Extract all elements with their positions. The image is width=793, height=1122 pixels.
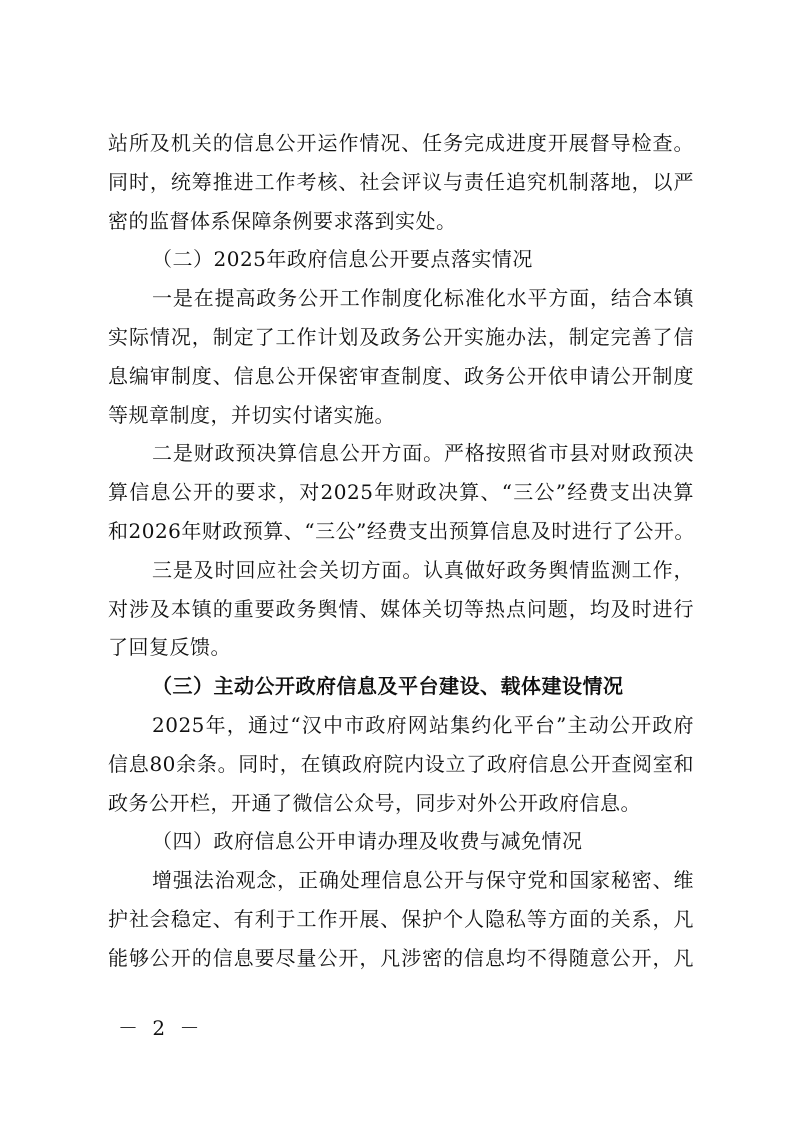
paragraph-line: 二是财政预决算信息公开方面。严格按照省市县对财政预决 [152,441,694,466]
paragraph-line: 一是在提高政务公开工作制度化标准化水平方面，结合本镇 [152,286,694,311]
paragraph-line: 2025年，通过“汉中市政府网站集约化平台”主动公开政府 [152,712,694,737]
paragraph-line: 站所及机关的信息公开运作情况、任务完成进度开展督导检查。 [108,131,694,155]
paragraph-line: 政务公开栏，开通了微信公众号，同步对外公开政府信息。 [108,790,641,815]
section-heading-2: （二）2025年政府信息公开要点落实情况 [152,247,533,272]
section-heading-3: （三）主动公开政府信息及平台建设、载体建设情况 [152,674,624,699]
section-heading-4: （四）政府信息公开申请办理及收费与减免情况 [152,829,583,854]
paragraph-line: 实际情况，制定了工作计划及政务公开实施办法，制定完善了信 [108,324,694,349]
paragraph-line: 密的监督体系保障条例要求落到实处。 [108,208,457,233]
paragraph-line: 同时，统筹推进工作考核、社会评议与责任追究机制落地，以严 [108,169,694,194]
paragraph-line: 信息80余条。同时，在镇政府院内设立了政府信息公开查阅室和 [108,751,694,776]
paragraph-line: 和2026年财政预算、“三公”经费支出预算信息及时进行了公开。 [108,518,695,543]
page-number: － 2 － [118,1016,204,1040]
paragraph-line: 算信息公开的要求，对2025年财政决算、“三公”经费支出决算 [108,480,694,505]
paragraph-line: 增强法治观念，正确处理信息公开与保守党和国家秘密、维 [152,868,694,893]
paragraph-line: 三是及时回应社会关切方面。认真做好政务舆情监测工作， [152,557,694,582]
paragraph-line: 等规章制度，并切实付诸实施。 [108,402,395,427]
paragraph-line: 护社会稳定、有利于工作开展、保护个人隐私等方面的关系，凡 [108,906,694,931]
paragraph-line: 能够公开的信息要尽量公开，凡涉密的信息均不得随意公开，凡 [108,945,694,970]
paragraph-line: 对涉及本镇的重要政务舆情、媒体关切等热点问题，均及时进行 [108,596,694,621]
paragraph-line: 息编审制度、信息公开保密审查制度、政务公开依申请公开制度 [108,363,694,388]
body-text [108,124,694,978]
paragraph-line: 了回复反馈。 [108,635,231,660]
